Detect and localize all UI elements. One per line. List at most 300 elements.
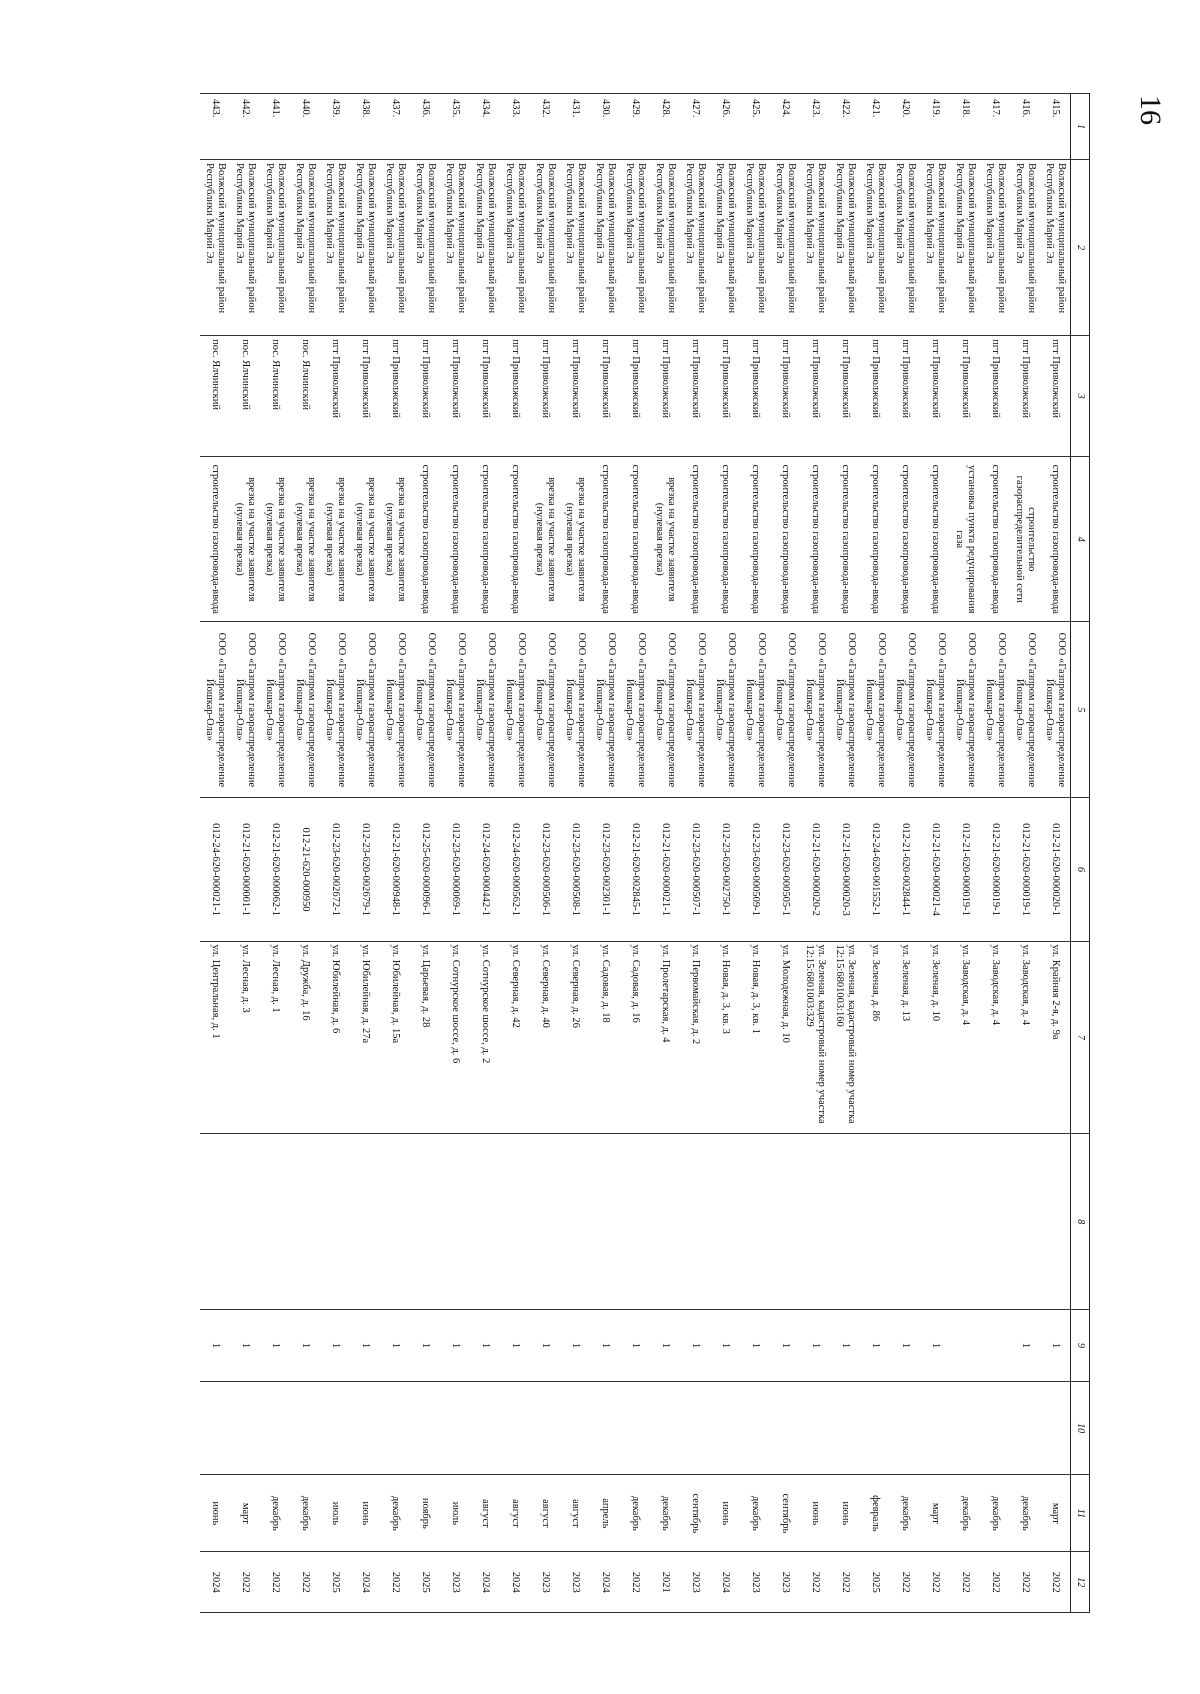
work-type-cell: строительство газопровода-ввода	[980, 457, 1010, 622]
month-cell: декабрь	[980, 1475, 1010, 1552]
month-cell: декабрь	[290, 1475, 320, 1552]
district-cell: Волжский муниципальный район Республики Марий Эл	[710, 160, 740, 336]
organization-cell: ООО «Газпром газораспределение Йошкар-Ола»	[770, 622, 800, 798]
col10-cell	[590, 1381, 620, 1475]
col10-cell	[830, 1381, 860, 1475]
count-cell: 1	[830, 1310, 860, 1382]
count-cell: 1	[230, 1310, 260, 1382]
month-cell: август	[530, 1475, 560, 1552]
col8-cell	[590, 1134, 620, 1310]
work-type-cell: строительство газопровода-ввода	[440, 457, 470, 622]
address-cell: ул. Сотнурское шоссе, д. 2	[470, 941, 500, 1134]
district-cell: Волжский муниципальный район Республики Марий Эл	[860, 160, 890, 336]
organization-cell: ООО «Газпром газораспределение Йошкар-Ола»	[290, 622, 320, 798]
settlement-cell: пгт Приволжский	[380, 336, 410, 457]
organization-cell: ООО «Газпром газораспределение Йошкар-Ола»	[410, 622, 440, 798]
count-cell	[980, 1310, 1010, 1382]
col-header: 10	[1071, 1381, 1090, 1475]
table-row	[560, 94, 590, 1613]
code-cell: 012-24-620-001552-1	[860, 798, 890, 941]
col8-cell	[680, 1134, 710, 1310]
row-number: 431.	[560, 94, 590, 160]
work-type-cell: строительство газопровода-ввода	[1040, 457, 1071, 622]
col10-cell	[410, 1381, 440, 1475]
address-cell: ул. Зеленая, д. 10	[920, 941, 950, 1134]
code-cell: 012-21-620-000021-4	[920, 798, 950, 941]
district-cell: Волжский муниципальный район Республики Марий Эл	[590, 160, 620, 336]
district-cell: Волжский муниципальный район Республики Марий Эл	[440, 160, 470, 336]
organization-cell: ООО «Газпром газораспределение Йошкар-Ола»	[500, 622, 530, 798]
district-cell: Волжский муниципальный район Республики Марий Эл	[800, 160, 830, 336]
settlement-cell: пгт Приволжский	[920, 336, 950, 457]
year-cell: 2022	[260, 1552, 290, 1613]
month-cell: апрель	[590, 1475, 620, 1552]
year-cell: 2022	[830, 1552, 860, 1613]
col8-cell	[1010, 1134, 1040, 1310]
col8-cell	[230, 1134, 260, 1310]
address-cell: ул. Зеленая, д. 13	[890, 941, 920, 1134]
col10-cell	[1040, 1381, 1071, 1475]
count-cell: 1	[590, 1310, 620, 1382]
col8-cell	[470, 1134, 500, 1310]
settlement-cell: пгт Приволжский	[1040, 336, 1071, 457]
count-cell: 1	[530, 1310, 560, 1382]
row-number: 416.	[1010, 94, 1040, 160]
page-number: 16	[1134, 95, 1167, 125]
work-type-cell: строительство газопровода-ввода	[770, 457, 800, 622]
col8-cell	[530, 1134, 560, 1310]
table-row	[890, 94, 920, 1613]
year-cell: 2024	[500, 1552, 530, 1613]
organization-cell: ООО «Газпром газораспределение Йошкар-Ола»	[320, 622, 350, 798]
work-type-cell: строительство газопровода-ввода	[860, 457, 890, 622]
work-type-cell: строительство газопровода-ввода	[200, 457, 230, 622]
code-cell: 012-21-620-000019-1	[980, 798, 1010, 941]
organization-cell: ООО «Газпром газораспределение Йошкар-Ола»	[890, 622, 920, 798]
count-cell	[950, 1310, 980, 1382]
address-cell: ул. Первомайская, д. 2	[680, 941, 710, 1134]
district-cell: Волжский муниципальный район Республики Марий Эл	[260, 160, 290, 336]
year-cell: 2023	[770, 1552, 800, 1613]
col10-cell	[710, 1381, 740, 1475]
col10-cell	[950, 1381, 980, 1475]
organization-cell: ООО «Газпром газораспределение Йошкар-Ола»	[860, 622, 890, 798]
work-type-cell: строительство газопровода-ввода	[710, 457, 740, 622]
district-cell: Волжский муниципальный район Республики Марий Эл	[530, 160, 560, 336]
table-row	[380, 94, 410, 1613]
col8-cell	[260, 1134, 290, 1310]
month-cell: декабрь	[650, 1475, 680, 1552]
col8-cell	[710, 1134, 740, 1310]
row-number: 415.	[1040, 94, 1071, 160]
settlement-cell: пгт Приволжский	[710, 336, 740, 457]
row-number: 418.	[950, 94, 980, 160]
col8-cell	[920, 1134, 950, 1310]
settlement-cell: пгт Приволжский	[740, 336, 770, 457]
row-number: 440.	[290, 94, 320, 160]
district-cell: Волжский муниципальный район Республики Марий Эл	[980, 160, 1010, 336]
year-cell: 2022	[950, 1552, 980, 1613]
district-cell: Волжский муниципальный район Республики Марий Эл	[380, 160, 410, 336]
row-number: 435.	[440, 94, 470, 160]
count-cell: 1	[410, 1310, 440, 1382]
work-type-cell: установка пункта редуцирования газа	[950, 457, 980, 622]
col10-cell	[260, 1381, 290, 1475]
address-cell: ул. Зеленая, кадастровый номер участка 12:15:6801003:329	[800, 941, 830, 1134]
count-cell: 1	[860, 1310, 890, 1382]
count-cell: 1	[200, 1310, 230, 1382]
col-header: 9	[1071, 1310, 1090, 1382]
col8-cell	[440, 1134, 470, 1310]
settlement-cell: пгт Приволжский	[440, 336, 470, 457]
table-row	[860, 94, 890, 1613]
year-cell: 2025	[410, 1552, 440, 1613]
col8-cell	[980, 1134, 1010, 1310]
district-cell: Волжский муниципальный район Республики Марий Эл	[950, 160, 980, 336]
count-cell: 1	[290, 1310, 320, 1382]
address-cell: ул. Зеленая, д. 86	[860, 941, 890, 1134]
code-cell: 012-21-620-000950	[290, 798, 320, 941]
table-row	[500, 94, 530, 1613]
address-cell: ул. Молодежная, д. 10	[770, 941, 800, 1134]
row-number: 419.	[920, 94, 950, 160]
code-cell: 012-23-620-000506-1	[530, 798, 560, 941]
col8-cell	[950, 1134, 980, 1310]
table-row	[440, 94, 470, 1613]
col-header: 1	[1071, 94, 1090, 160]
settlement-cell: пгт Приволжский	[770, 336, 800, 457]
settlement-cell: пгт Приволжский	[590, 336, 620, 457]
district-cell: Волжский муниципальный район Республики Марий Эл	[1040, 160, 1071, 336]
address-cell: ул. Новая, д. 3, кв. 1	[740, 941, 770, 1134]
col10-cell	[620, 1381, 650, 1475]
settlement-cell: пгт Приволжский	[800, 336, 830, 457]
work-type-cell: врезка на участке заявителя (нулевая врезка)	[350, 457, 380, 622]
settlement-cell: пгт Приволжский	[530, 336, 560, 457]
table-row	[530, 94, 560, 1613]
organization-cell: ООО «Газпром газораспределение Йошкар-Ола»	[230, 622, 260, 798]
address-cell: ул. Садовая, д. 18	[590, 941, 620, 1134]
count-cell: 1	[380, 1310, 410, 1382]
year-cell: 2025	[860, 1552, 890, 1613]
col8-cell	[320, 1134, 350, 1310]
month-cell: июнь	[200, 1475, 230, 1552]
organization-cell: ООО «Газпром газораспределение Йошкар-Ола»	[470, 622, 500, 798]
count-cell: 1	[620, 1310, 650, 1382]
row-number: 427.	[680, 94, 710, 160]
code-cell: 012-23-620-000069-1	[440, 798, 470, 941]
count-cell: 1	[1040, 1310, 1071, 1382]
month-cell: июль	[320, 1475, 350, 1552]
month-cell: март	[1040, 1475, 1071, 1552]
code-cell: 012-21-620-000020-2	[800, 798, 830, 941]
col8-cell	[410, 1134, 440, 1310]
col10-cell	[290, 1381, 320, 1475]
settlement-cell: пгт Приволжский	[650, 336, 680, 457]
organization-cell: ООО «Газпром газораспределение Йошкар-Ола»	[620, 622, 650, 798]
organization-cell: ООО «Газпром газораспределение Йошкар-Ола»	[530, 622, 560, 798]
address-cell: ул. Северная, д. 40	[530, 941, 560, 1134]
year-cell: 2023	[560, 1552, 590, 1613]
district-cell: Волжский муниципальный район Республики Марий Эл	[740, 160, 770, 336]
month-cell: декабрь	[950, 1475, 980, 1552]
settlement-cell: пос. Ялчинский	[230, 336, 260, 457]
settlement-cell: пгт Приволжский	[560, 336, 590, 457]
col10-cell	[800, 1381, 830, 1475]
settlement-cell: пос. Ялчинский	[200, 336, 230, 457]
col-header: 4	[1071, 457, 1090, 622]
year-cell: 2024	[470, 1552, 500, 1613]
col8-cell	[650, 1134, 680, 1310]
row-number: 434.	[470, 94, 500, 160]
table-row	[830, 94, 860, 1613]
organization-cell: ООО «Газпром газораспределение Йошкар-Ола»	[920, 622, 950, 798]
code-cell: 012-24-620-000021-1	[200, 798, 230, 941]
code-cell: 012-23-620-002301-1	[590, 798, 620, 941]
table-row	[260, 94, 290, 1613]
address-cell: ул. Пролетарская, д. 4	[650, 941, 680, 1134]
col10-cell	[650, 1381, 680, 1475]
code-cell: 012-24-620-000442-1	[470, 798, 500, 941]
count-cell: 1	[770, 1310, 800, 1382]
settlement-cell: пгт Приволжский	[680, 336, 710, 457]
month-cell: декабрь	[1010, 1475, 1040, 1552]
address-cell: ул. Заводская, д. 4	[1010, 941, 1040, 1134]
address-cell: ул. Заводская, д. 4	[980, 941, 1010, 1134]
row-number: 436.	[410, 94, 440, 160]
district-cell: Волжский муниципальный район Республики Марий Эл	[500, 160, 530, 336]
code-cell: 012-21-620-000062-1	[260, 798, 290, 941]
work-type-cell: строительство газопровода-ввода	[740, 457, 770, 622]
organization-cell: ООО «Газпром газораспределение Йошкар-Ола»	[980, 622, 1010, 798]
col10-cell	[380, 1381, 410, 1475]
col8-cell	[290, 1134, 320, 1310]
settlement-cell: пгт Приволжский	[950, 336, 980, 457]
code-cell: 012-21-620-002844-1	[890, 798, 920, 941]
col10-cell	[740, 1381, 770, 1475]
code-cell: 012-21-620-000019-1	[950, 798, 980, 941]
organization-cell: ООО «Газпром газораспределение Йошкар-Ола»	[650, 622, 680, 798]
count-cell: 1	[740, 1310, 770, 1382]
row-number: 423.	[800, 94, 830, 160]
address-cell: ул. Заводская, д. 4	[950, 941, 980, 1134]
col8-cell	[740, 1134, 770, 1310]
year-cell: 2022	[920, 1552, 950, 1613]
col10-cell	[320, 1381, 350, 1475]
address-cell: ул. Лесная, д. 3	[230, 941, 260, 1134]
col-header: 2	[1071, 160, 1090, 336]
col10-cell	[890, 1381, 920, 1475]
count-cell: 1	[920, 1310, 950, 1382]
district-cell: Волжский муниципальный район Республики Марий Эл	[830, 160, 860, 336]
col10-cell	[860, 1381, 890, 1475]
col10-cell	[980, 1381, 1010, 1475]
table-row	[980, 94, 1010, 1613]
table-row	[680, 94, 710, 1613]
year-cell: 2022	[1040, 1552, 1071, 1613]
count-cell: 1	[470, 1310, 500, 1382]
work-type-cell: строительство газораспределительной сети	[1010, 457, 1040, 622]
settlement-cell: пос. Ялчинский	[260, 336, 290, 457]
address-cell: ул. Центральная, д. 1	[200, 941, 230, 1134]
table-row	[230, 94, 260, 1613]
rotated-table-wrapper	[204, 93, 1090, 1613]
col8-cell	[620, 1134, 650, 1310]
col10-cell	[920, 1381, 950, 1475]
code-cell: 012-25-620-000096-1	[410, 798, 440, 941]
month-cell: ноябрь	[410, 1475, 440, 1552]
table-row	[1010, 94, 1040, 1613]
code-cell: 012-21-620-000001-1	[230, 798, 260, 941]
organization-cell: ООО «Газпром газораспределение Йошкар-Ола»	[350, 622, 380, 798]
table-row	[920, 94, 950, 1613]
col8-cell	[770, 1134, 800, 1310]
settlement-cell: пгт Приволжский	[890, 336, 920, 457]
organization-cell: ООО «Газпром газораспределение Йошкар-Ола»	[590, 622, 620, 798]
table-row	[770, 94, 800, 1613]
row-number: 443.	[200, 94, 230, 160]
organization-cell: ООО «Газпром газораспределение Йошкар-Ола»	[1010, 622, 1040, 798]
month-cell: июнь	[710, 1475, 740, 1552]
col-header: 5	[1071, 622, 1090, 798]
month-cell: июнь	[800, 1475, 830, 1552]
table-row	[320, 94, 350, 1613]
table-row	[740, 94, 770, 1613]
work-type-cell: строительство газопровода-ввода	[590, 457, 620, 622]
settlement-cell: пгт Приволжский	[620, 336, 650, 457]
address-cell: ул. Сотнурское шоссе, д. 6	[440, 941, 470, 1134]
address-cell: ул. Крайняя 2-я, д. 9а	[1040, 941, 1071, 1134]
col-header: 12	[1071, 1552, 1090, 1613]
year-cell: 2024	[710, 1552, 740, 1613]
col10-cell	[530, 1381, 560, 1475]
table-row	[350, 94, 380, 1613]
count-cell: 1	[320, 1310, 350, 1382]
organization-cell: ООО «Газпром газораспределение Йошкар-Ола»	[560, 622, 590, 798]
col-header: 6	[1071, 798, 1090, 941]
district-cell: Волжский муниципальный район Республики Марий Эл	[410, 160, 440, 336]
row-number: 430.	[590, 94, 620, 160]
count-cell: 1	[1010, 1310, 1040, 1382]
district-cell: Волжский муниципальный район Республики Марий Эл	[770, 160, 800, 336]
organization-cell: ООО «Газпром газораспределение Йошкар-Ола»	[830, 622, 860, 798]
work-type-cell: врезка на участке заявителя (нулевая врезка)	[650, 457, 680, 622]
row-number: 439.	[320, 94, 350, 160]
month-cell: декабрь	[260, 1475, 290, 1552]
address-cell: ул. Юбилейная, д. 6	[320, 941, 350, 1134]
work-type-cell: строительство газопровода-ввода	[890, 457, 920, 622]
col8-cell	[800, 1134, 830, 1310]
address-cell: ул. Юбилейная, д. 27а	[350, 941, 380, 1134]
organization-cell: ООО «Газпром газораспределение Йошкар-Ола»	[710, 622, 740, 798]
col8-cell	[500, 1134, 530, 1310]
district-cell: Волжский муниципальный район Республики Марий Эл	[470, 160, 500, 336]
month-cell: август	[500, 1475, 530, 1552]
year-cell: 2023	[530, 1552, 560, 1613]
code-cell: 012-21-620-000021-1	[650, 798, 680, 941]
address-cell: ул. Лесная, д. 1	[260, 941, 290, 1134]
year-cell: 2023	[440, 1552, 470, 1613]
year-cell: 2025	[320, 1552, 350, 1613]
settlement-cell: пос. Ялчинский	[290, 336, 320, 457]
col8-cell	[350, 1134, 380, 1310]
year-cell: 2024	[590, 1552, 620, 1613]
work-type-cell: строительство газопровода-ввода	[410, 457, 440, 622]
table-row	[290, 94, 320, 1613]
district-cell: Волжский муниципальный район Республики Марий Эл	[320, 160, 350, 336]
year-cell: 2022	[230, 1552, 260, 1613]
work-type-cell: врезка на участке заявителя (нулевая врезка)	[230, 457, 260, 622]
settlement-cell: пгт Приволжский	[470, 336, 500, 457]
col-header: 7	[1071, 941, 1090, 1134]
organization-cell: ООО «Газпром газораспределение Йошкар-Ола»	[950, 622, 980, 798]
district-cell: Волжский муниципальный район Республики Марий Эл	[920, 160, 950, 336]
code-cell: 012-21-620-002845-1	[620, 798, 650, 941]
year-cell: 2024	[200, 1552, 230, 1613]
month-cell: декабрь	[740, 1475, 770, 1552]
table-row	[410, 94, 440, 1613]
district-cell: Волжский муниципальный район Республики Марий Эл	[650, 160, 680, 336]
settlement-cell: пгт Приволжский	[500, 336, 530, 457]
col8-cell	[890, 1134, 920, 1310]
month-cell: июнь	[350, 1475, 380, 1552]
col8-cell	[1040, 1134, 1071, 1310]
month-cell: декабрь	[620, 1475, 650, 1552]
table-row	[650, 94, 680, 1613]
year-cell: 2022	[1010, 1552, 1040, 1613]
year-cell: 2023	[740, 1552, 770, 1613]
district-cell: Волжский муниципальный район Республики Марий Эл	[290, 160, 320, 336]
code-cell: 012-23-620-000508-1	[560, 798, 590, 941]
district-cell: Волжский муниципальный район Республики Марий Эл	[1010, 160, 1040, 336]
col10-cell	[770, 1381, 800, 1475]
row-number: 422.	[830, 94, 860, 160]
year-cell: 2024	[350, 1552, 380, 1613]
work-type-cell: строительство газопровода-ввода	[500, 457, 530, 622]
organization-cell: ООО «Газпром газораспределение Йошкар-Ола»	[440, 622, 470, 798]
col10-cell	[500, 1381, 530, 1475]
month-cell: декабрь	[890, 1475, 920, 1552]
code-cell: 012-23-620-000509-1	[740, 798, 770, 941]
col-header: 8	[1071, 1134, 1090, 1310]
count-cell: 1	[800, 1310, 830, 1382]
address-cell: ул. Дружба, д. 16	[290, 941, 320, 1134]
count-cell: 1	[710, 1310, 740, 1382]
row-number: 429.	[620, 94, 650, 160]
month-cell: июнь	[830, 1475, 860, 1552]
count-cell: 1	[440, 1310, 470, 1382]
settlement-cell: пгт Приволжский	[350, 336, 380, 457]
address-cell: ул. Юбилейная, д. 15а	[380, 941, 410, 1134]
code-cell: 012-24-620-000562-1	[500, 798, 530, 941]
code-cell: 012-23-620-000507-1	[680, 798, 710, 941]
table-body	[200, 94, 1090, 1613]
row-number: 425.	[740, 94, 770, 160]
col-header: 3	[1071, 336, 1090, 457]
settlement-cell: пгт Приволжский	[410, 336, 440, 457]
count-cell: 1	[260, 1310, 290, 1382]
col10-cell	[200, 1381, 230, 1475]
row-number: 437.	[380, 94, 410, 160]
month-cell: февраль	[860, 1475, 890, 1552]
col10-cell	[560, 1381, 590, 1475]
col10-cell	[230, 1381, 260, 1475]
row-number: 442.	[230, 94, 260, 160]
address-cell: ул. Северная, д. 26	[560, 941, 590, 1134]
count-cell: 1	[560, 1310, 590, 1382]
row-number: 417.	[980, 94, 1010, 160]
col8-cell	[830, 1134, 860, 1310]
